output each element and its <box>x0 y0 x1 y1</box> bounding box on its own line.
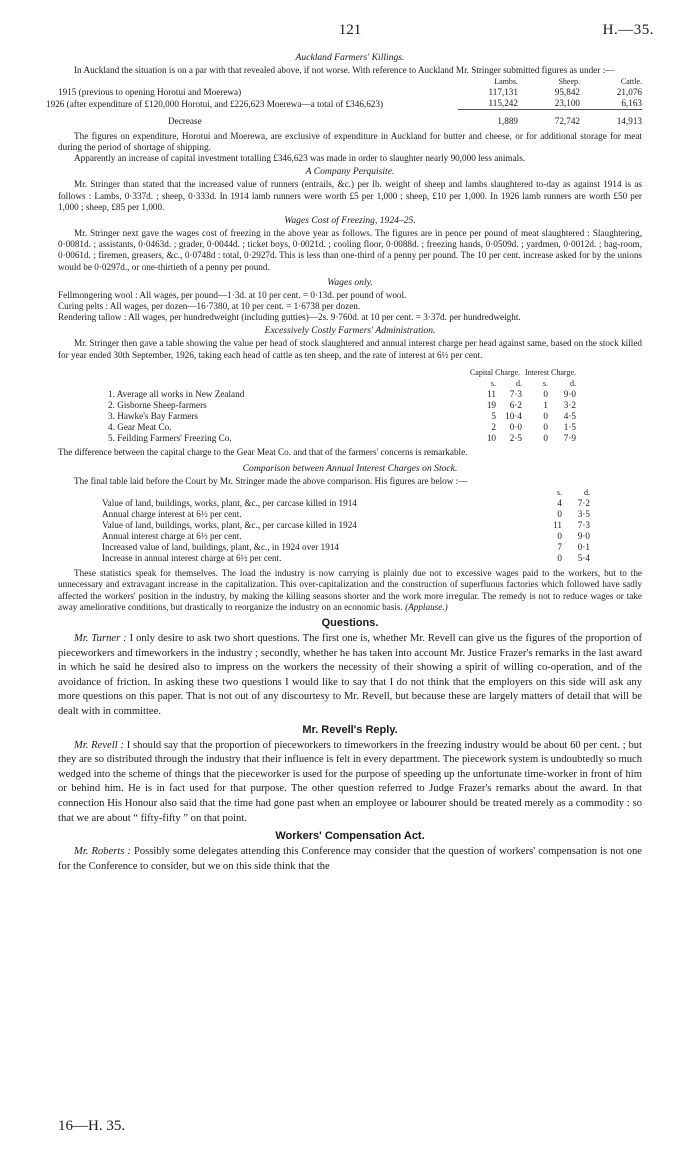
table-row <box>58 110 642 127</box>
table-header-row <box>58 76 642 87</box>
cell: 117,131 <box>488 87 518 98</box>
table-row <box>58 553 642 564</box>
table-row <box>58 411 642 422</box>
speech-text: I should say that the proportion of pieceworkers to timeworkers in the freezing industry would be about 60 per cent. ; but they are so distributed through the industry that their influence is felt in every department. The piecework system is undoubtedly so much wedged into the scheme of things that the pieceworker is used for the purpose of speeding up the unfortunate time-worker in front of him or behind him. He is in fact used for that purpose. The other question referred to Judge Frazer's remarks about the award. In that connection His Honour also said that the time had gone past when an employee or labourer should be treated merely as a commodity : so that we are about “ fifty-fifty ” on that point. <box>58 739 642 824</box>
section-heading-comparison: Comparison between Annual Interest Charges on Stock. <box>242 462 458 474</box>
cell: 72,742 <box>518 110 580 127</box>
cell: 19 <box>486 399 496 410</box>
row-label: Increase in annual interest charge at 6½ per cent. <box>102 553 282 564</box>
table-row <box>58 389 642 400</box>
comparison-table <box>58 487 642 564</box>
row-label: 1915 (previous to opening Horotui and Moerewa) <box>58 87 242 98</box>
col-header: Lambs. <box>494 77 518 87</box>
paragraph: Apparently an increase of capital investment totalling £346,623 was made in order to slaughter nearly 90,000 less animals. <box>74 153 526 164</box>
page-number: 121 <box>338 22 362 38</box>
page-body <box>46 50 643 874</box>
cell: 11 <box>487 388 496 399</box>
unit: s. <box>556 488 562 498</box>
table-row <box>58 433 642 444</box>
cell: 0·0 <box>509 421 522 432</box>
speech-paragraph <box>58 632 642 720</box>
unit: s. <box>542 378 548 388</box>
cell: 0 <box>543 432 548 443</box>
unit: d. <box>570 378 576 388</box>
cell: 6,163 <box>621 98 642 109</box>
cell: 7·3 <box>577 520 590 531</box>
cell: 0·1 <box>577 542 590 553</box>
cell: 7·2 <box>577 498 590 509</box>
paragraph: Mr. Stringer next gave the wages cost of freezing in the above year as follows. The figures are in pence per pound of meat slaughtered : Slaughtering, 0·0081d. ; assistants, 0·0463d. ; grader, 0·0044d. ; ticket boys, 0·0021d. ; cooling floor, 0·0088d. ; freezing hands, 0·0509d. ; yardmen, 0·0012d. ; bag-room, 0·0061d. ; firemen, greasers, &c., 0·0748d : total, 0·2927d. This is less than one-third of a penny per pound. The 10 per cent. increase asked for by the unions would be 0·0297d., or one-thirtieth of a penny per pound. <box>58 227 642 272</box>
row-label: Value of land, buildings, works, plant, &c., per carcase killed in 1914 <box>102 498 357 509</box>
section-heading-reply: Mr. Revell's Reply. <box>302 723 398 736</box>
speaker: Mr. Turner : <box>74 632 127 644</box>
cell: 1·5 <box>563 421 576 432</box>
row-label: 3. Hawke's Bay Farmers <box>108 410 198 421</box>
cell: 115,242 <box>488 98 518 109</box>
signature-mark: 16—H. 35. <box>58 1118 126 1134</box>
cell: 6·2 <box>509 399 522 410</box>
page-header <box>58 22 654 50</box>
cell: 23,100 <box>554 98 580 109</box>
table-row <box>58 498 642 509</box>
section-heading-auckland: Auckland Farmers' Killings. <box>295 52 405 63</box>
cell: 11 <box>553 520 562 531</box>
cell: 7 <box>557 542 562 553</box>
cell: 1 <box>543 399 548 410</box>
section-heading-compensation: Workers' Compensation Act. <box>275 830 425 843</box>
list-item: Curing pelts : All wages, per dozen—16·7380, at 10 per cent. = 1·6738 per dozen. <box>58 300 361 311</box>
table-unit-row <box>58 487 642 498</box>
table-row <box>58 531 642 542</box>
row-label: Increased value of land, buildings, plant, &c., in 1924 over 1914 <box>102 542 340 553</box>
cell: 0 <box>557 531 562 542</box>
applause-note: (Applause.) <box>405 601 448 612</box>
document-reference: H.—35. <box>602 22 654 38</box>
speech-paragraph <box>58 739 642 827</box>
row-label: Annual charge interest at 6½ per cent. <box>102 509 242 520</box>
cell: 95,842 <box>554 87 580 98</box>
paragraph: The final table laid before the Court by Mr. Stringer made the above comparison. His figures are below :— <box>74 475 468 486</box>
cell: 5·4 <box>577 553 590 564</box>
speech-paragraph <box>58 845 642 874</box>
table-row <box>58 98 642 110</box>
row-label: Value of land, buildings, works, plant, &c., per carcase killed in 1924 <box>102 520 357 531</box>
table-row <box>58 542 642 553</box>
row-label: Decrease <box>168 115 202 126</box>
cell: 9·0 <box>563 388 576 399</box>
speech-text: I only desire to ask two short questions. The first one is, whether Mr. Revell can give us the figures of the proportion of pieceworkers and timeworkers in the industry ; secondly, whether he has taken into account Mr. Justice Frazer's remarks in the last award in which he said he desired also to impress on the workers the necessity of their showing a spirit of willing co-operation, and of the avoidance of friction. In asking these two questions I would like to say that I do not think that the employers on this side will ask any more questions on this paper. That is not out of any discourtesy to Mr. Revell, but because these are largely matters of detail that will be dealt with in committee. <box>58 632 642 717</box>
section-heading-perquisite: A Company Perquisite. <box>305 166 395 178</box>
col-header: Cattle. <box>620 77 642 87</box>
row-label: 1. Average all works in New Zealand <box>108 388 245 399</box>
unit: s. <box>490 378 496 388</box>
cell: 7·9 <box>563 432 576 443</box>
table-header-row <box>58 367 642 378</box>
col-header: Sheep. <box>558 77 580 87</box>
cell: 4 <box>557 498 562 509</box>
section-heading-wages-cost: Wages Cost of Freezing, 1924–25. <box>284 214 416 226</box>
table-row <box>58 400 642 411</box>
row-label: 2. Gisborne Sheep-farmers <box>108 399 207 410</box>
paragraph-text: These statistics speak for themselves. The load the industry is now carrying is plainly due not to excessive wages paid to the workers, but to the unnecessary and extravagant increase in the capitalization. This over-capitalization and the construction of superfluous factories which followed have sadly affected the workers' position in the industry, by making the killing seasons shorter and the work more irregular. The remedy is not to reduce wages or take away ameliorative conditions, but drastically to reorganize the industry on an economic basis. <box>58 568 642 612</box>
speech-text: Possibly some delegates attending this Conference may consider that the question of workers' compensation is not one for the Conference to consider, but we on this side think that the <box>58 846 643 872</box>
cell: 5 <box>491 410 496 421</box>
cell: 2·5 <box>509 432 522 443</box>
cell: 1,889 <box>458 110 518 127</box>
paragraph: Mr. Stringer then gave a table showing the value per head of stock slaughtered and annual interest charge per head against same, based on the stock killed for year ended 30th September, 1926, taking each head of cattle as ten sheep, and the rate of interest at 6½ per cent. <box>58 338 642 360</box>
paragraph: Mr. Stringer than stated that the increased value of runners (entrails, &c.) per lb. weight of sheep and lambs slaughtered to-day as against 1914 is as follows : Lambs, 0·337d. ; sheep, 0·333d. In 1914 lamb runners were worth £5 per 1,000 ; sheep, £10 per 1,000. In 1926 lamb runners are worth £50 per 1,000 ; sheep, £85 per 1,000. <box>58 179 642 212</box>
cell: 3·2 <box>563 399 576 410</box>
table-unit-row <box>58 378 642 389</box>
section-heading-administration: Excessively Costly Farmers' Administration. <box>264 325 436 337</box>
cell: 0 <box>543 421 548 432</box>
unit: d. <box>584 488 590 498</box>
auckland-table <box>46 76 642 127</box>
cell: 3·5 <box>577 509 590 520</box>
cell: 2 <box>491 421 496 432</box>
row-label: Annual interest charge at 6½ per cent. <box>102 531 242 542</box>
list-item: Rendering tallow : All wages, per hundredweight (including gutties)—2s. 9·760d. at 10 per cent. = 3·37d. per hundredweight. <box>58 312 521 323</box>
section-heading-wages-only: Wages only. <box>327 276 373 288</box>
paragraph: The difference between the capital charge to the Gear Meat Co. and that of the farmers' concerns is remarkable. <box>58 446 468 457</box>
cell: 10·4 <box>505 410 522 421</box>
unit: d. <box>516 378 522 388</box>
cell: 4·5 <box>563 410 576 421</box>
table-row <box>58 422 642 433</box>
cell: 10 <box>486 432 496 443</box>
cell: 9·0 <box>577 531 590 542</box>
list-item: Fellmongering wool : All wages, per pound—1·3d. at 10 per cent. = 0·13d. per pound of wool. <box>58 289 407 300</box>
cell: 0 <box>543 388 548 399</box>
cell: 0 <box>557 553 562 564</box>
table-row <box>58 509 642 520</box>
paragraph: The figures on expenditure, Horotui and Moerewa, are exclusive of expenditure in Auckland for butter and cheese, or for additional storage for meat during the period of shortage of shipping. <box>58 130 642 152</box>
cell: 7·3 <box>509 388 522 399</box>
cell: 0 <box>557 509 562 520</box>
col-header: Capital Charge. <box>469 367 521 377</box>
section-heading-questions: Questions. <box>321 616 379 629</box>
paragraph <box>58 568 642 613</box>
capital-charge-table <box>58 367 642 444</box>
cell: 21,076 <box>616 87 642 98</box>
row-label: 4. Gear Meat Co. <box>108 421 172 432</box>
paragraph: In Auckland the situation is on a par with that revealed above, if not worse. With reference to Auckland Mr. Stringer submitted figures as under :— <box>74 65 615 75</box>
speaker: Mr. Revell : <box>74 739 124 751</box>
table-row <box>58 87 642 98</box>
cell: 14,913 <box>580 110 642 127</box>
speaker: Mr. Roberts : <box>74 846 131 858</box>
col-header: Interest Charge. <box>525 367 576 377</box>
table-row <box>58 520 642 531</box>
cell: 0 <box>543 410 548 421</box>
row-label: 1926 (after expenditure of £120,000 Horotui, and £226,623 Moerewa—a total of £346,623) <box>46 98 384 109</box>
row-label: 5. Feilding Farmers' Freezing Co. <box>108 432 232 443</box>
